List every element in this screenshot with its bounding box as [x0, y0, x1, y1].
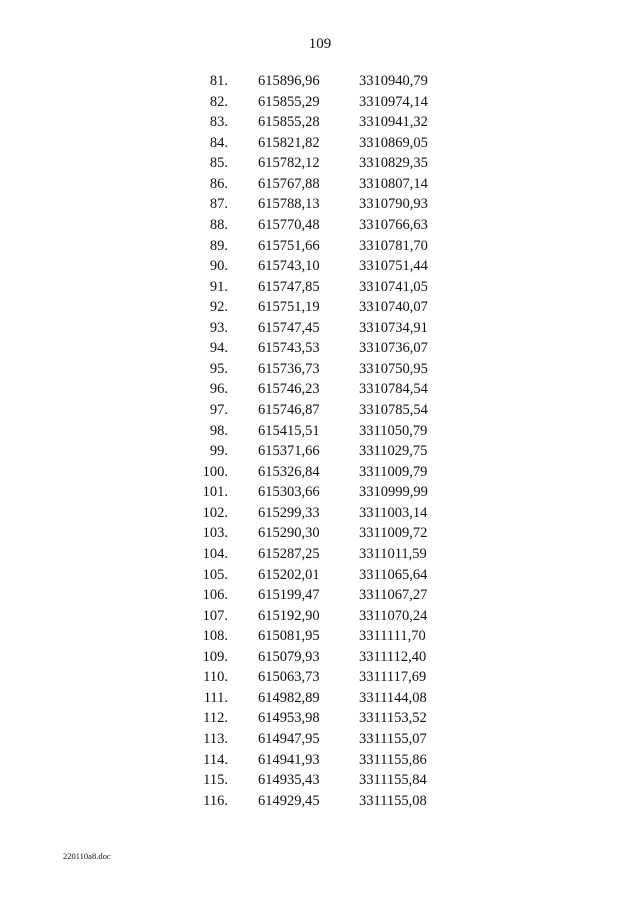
x-coordinate: 615855,29: [258, 93, 320, 110]
point-number: 98.: [209, 422, 228, 439]
y-coordinate: 3310807,14: [359, 175, 428, 192]
x-coordinate: 615287,25: [258, 545, 320, 562]
table-row: [0, 112, 640, 133]
y-coordinate: 3310829,35: [359, 155, 428, 172]
table-row: [0, 523, 640, 544]
y-coordinate: 3311155,07: [359, 731, 427, 747]
point-number: 99.: [209, 443, 228, 460]
y-coordinate: 3311029,75: [359, 443, 428, 460]
y-coordinate: 3311144,08: [359, 689, 427, 706]
table-row: [0, 256, 640, 277]
y-coordinate: 3310766,63: [359, 216, 428, 233]
y-coordinate: 3310741,05: [359, 278, 428, 295]
point-number: 97.: [209, 402, 228, 418]
x-coordinate: 615743,53: [258, 340, 320, 357]
point-number: 90.: [209, 258, 228, 275]
x-coordinate: 615770,48: [258, 216, 320, 233]
table-row: [0, 133, 640, 154]
x-coordinate: 614935,43: [258, 772, 320, 789]
x-coordinate: 615821,82: [258, 134, 320, 151]
point-number: 93.: [209, 319, 228, 336]
table-row: [0, 400, 640, 421]
y-coordinate: 3310999,99: [359, 484, 428, 501]
point-number: 81.: [209, 73, 228, 89]
table-row: [0, 688, 640, 709]
x-coordinate: 615767,88: [258, 175, 320, 192]
y-coordinate: 3311112,40: [359, 648, 427, 665]
y-coordinate: 3310790,93: [359, 196, 428, 213]
point-number: 111.: [203, 689, 228, 706]
point-number: 89.: [209, 237, 228, 254]
point-number: 101.: [202, 484, 228, 501]
table-row: [0, 503, 640, 524]
y-coordinate: 3310781,70: [359, 237, 428, 254]
y-coordinate: 3311070,24: [359, 607, 428, 624]
point-number: 102.: [202, 504, 228, 521]
x-coordinate: 615751,19: [258, 299, 320, 316]
point-number: 115.: [203, 772, 228, 789]
x-coordinate: 614941,93: [258, 751, 320, 768]
point-number: 112.: [203, 710, 228, 727]
table-row: [0, 338, 640, 359]
table-row: [0, 750, 640, 771]
table-row: [0, 421, 640, 442]
y-coordinate: 3310751,44: [359, 258, 428, 275]
y-coordinate: 3311003,14: [359, 504, 428, 521]
x-coordinate: 615303,66: [258, 484, 320, 501]
table-row: [0, 791, 640, 812]
y-coordinate: 3311155,08: [359, 792, 427, 809]
point-number: 84.: [209, 134, 228, 151]
table-row: [0, 277, 640, 298]
y-coordinate: 3311117,69: [359, 669, 427, 686]
point-number: 105.: [202, 566, 228, 583]
y-coordinate: 3311155,86: [359, 751, 427, 768]
x-coordinate: 614947,95: [258, 731, 320, 747]
x-coordinate: 614953,98: [258, 710, 320, 727]
y-coordinate: 3311009,72: [359, 525, 428, 542]
table-row: [0, 71, 640, 92]
point-number: 107.: [202, 607, 228, 624]
x-coordinate: 615192,90: [258, 607, 320, 624]
x-coordinate: 615736,73: [258, 360, 320, 377]
table-row: [0, 565, 640, 586]
table-row: [0, 92, 640, 113]
y-coordinate: 3310974,14: [359, 93, 428, 110]
table-row: [0, 236, 640, 257]
point-number: 94.: [209, 340, 228, 357]
point-number: 83.: [209, 114, 228, 131]
y-coordinate: 3311065,64: [359, 566, 428, 583]
x-coordinate: 615746,23: [258, 381, 320, 398]
table-row: [0, 544, 640, 565]
y-coordinate: 3311009,79: [359, 463, 428, 480]
point-number: 86.: [209, 175, 228, 192]
coordinate-table: [0, 71, 640, 811]
x-coordinate: 615202,01: [258, 566, 320, 583]
point-number: 95.: [209, 360, 228, 377]
table-row: [0, 667, 640, 688]
point-number: 85.: [209, 155, 228, 172]
table-row: [0, 626, 640, 647]
x-coordinate: 615290,30: [258, 525, 320, 542]
page-number: 109: [308, 36, 332, 52]
point-number: 109.: [202, 648, 228, 665]
point-number: 103.: [202, 525, 228, 542]
point-number: 100.: [202, 463, 228, 480]
table-row: [0, 318, 640, 339]
x-coordinate: 615788,13: [258, 196, 320, 213]
point-number: 96.: [209, 381, 228, 398]
table-row: [0, 462, 640, 483]
y-coordinate: 3310736,07: [359, 340, 428, 357]
x-coordinate: 615081,95: [258, 628, 320, 645]
x-coordinate: 615326,84: [258, 463, 320, 480]
y-coordinate: 3311155,84: [359, 772, 427, 789]
y-coordinate: 3310784,54: [359, 381, 428, 398]
point-number: 91.: [209, 278, 228, 295]
y-coordinate: 3310734,91: [359, 319, 428, 336]
x-coordinate: 615751,66: [258, 237, 320, 254]
x-coordinate: 614929,45: [258, 792, 320, 809]
y-coordinate: 3311067,27: [359, 587, 428, 604]
point-number: 106.: [202, 587, 228, 604]
x-coordinate: 615896,96: [258, 73, 320, 89]
table-row: [0, 482, 640, 503]
x-coordinate: 615299,33: [258, 504, 320, 521]
table-row: [0, 647, 640, 668]
point-number: 110.: [203, 669, 228, 686]
y-coordinate: 3310941,32: [359, 114, 428, 131]
y-coordinate: 3310940,79: [359, 73, 428, 89]
table-row: [0, 606, 640, 627]
table-row: [0, 379, 640, 400]
x-coordinate: 615747,45: [258, 319, 320, 336]
point-number: 116.: [203, 792, 228, 809]
table-row: [0, 153, 640, 174]
file-name-footer: 220110a8.doc: [63, 851, 111, 861]
x-coordinate: 615199,47: [258, 587, 320, 604]
table-row: [0, 194, 640, 215]
x-coordinate: 615079,93: [258, 648, 320, 665]
y-coordinate: 3311050,79: [359, 422, 428, 439]
table-row: [0, 585, 640, 606]
point-number: 87.: [209, 196, 228, 213]
point-number: 113.: [203, 731, 228, 747]
point-number: 114.: [203, 751, 228, 768]
y-coordinate: 3310869,05: [359, 134, 428, 151]
y-coordinate: 3311153,52: [359, 710, 427, 727]
x-coordinate: 615371,66: [258, 443, 320, 460]
y-coordinate: 3310750,95: [359, 360, 428, 377]
point-number: 92.: [209, 299, 228, 316]
x-coordinate: 614982,89: [258, 689, 320, 706]
table-row: [0, 359, 640, 380]
x-coordinate: 615782,12: [258, 155, 320, 172]
y-coordinate: 3311011,59: [359, 545, 427, 562]
table-row: [0, 708, 640, 729]
x-coordinate: 615747,85: [258, 278, 320, 295]
point-number: 108.: [202, 628, 228, 645]
table-row: [0, 215, 640, 236]
table-row: [0, 174, 640, 195]
y-coordinate: 3311111,70: [359, 628, 426, 645]
x-coordinate: 615746,87: [258, 402, 320, 418]
table-row: [0, 729, 640, 750]
table-row: [0, 441, 640, 462]
y-coordinate: 3310740,07: [359, 299, 428, 316]
x-coordinate: 615063,73: [258, 669, 320, 686]
table-row: [0, 770, 640, 791]
table-row: [0, 297, 640, 318]
point-number: 88.: [209, 216, 228, 233]
y-coordinate: 3310785,54: [359, 402, 428, 418]
x-coordinate: 615415,51: [258, 422, 320, 439]
point-number: 104.: [202, 545, 228, 562]
x-coordinate: 615855,28: [258, 114, 320, 131]
point-number: 82.: [209, 93, 228, 110]
x-coordinate: 615743,10: [258, 258, 320, 275]
